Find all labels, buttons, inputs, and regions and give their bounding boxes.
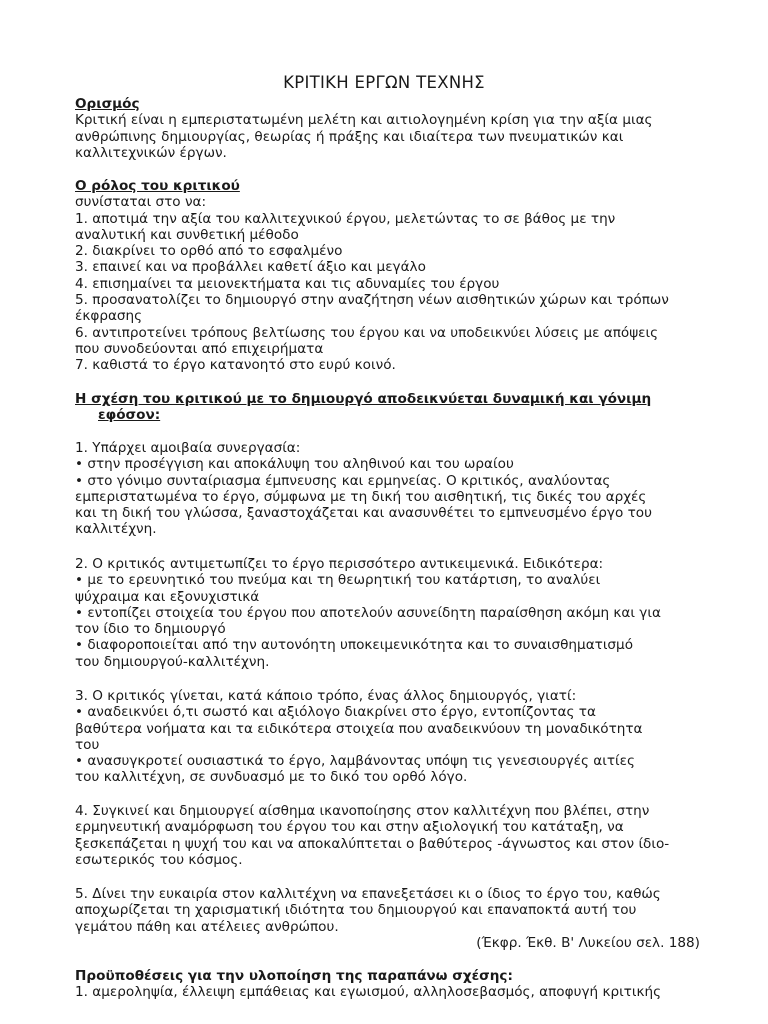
definition-section — [75, 96, 700, 161]
paragraph-line: του καλλιτέχνη, σε συνδυασμό με το δικό του ορθό λόγο. — [75, 769, 468, 786]
paragraph-line: 2. Ο κριτικός αντιμετωπίζει το έργο περισσότερο αντικειμενικά. Ειδικότερα: — [75, 556, 604, 572]
paragraph-line: ξεσκεπάζεται η ψυχή του και να αποκαλύπτεται ο βαθύτερος -άγνωστος και στον ίδιο- — [75, 835, 670, 852]
paragraph-line: αποχωρίζεται τη χαρισματική ιδιότητα του δημιουργού και επαναποκτά αυτή του — [75, 902, 637, 919]
role-line: 5. προσανατολίζει το δημιουργό στην αναζήτηση νέων αισθητικών χώρων και τρόπων — [75, 292, 669, 309]
definition-heading: Ορισμός — [75, 96, 140, 112]
role-line: 3. επαινεί και να προβάλλει καθετί άξιο και μεγάλο — [75, 259, 426, 276]
bullet-line: • εντοπίζει στοιχεία του έργου που αποτελούν ασυνείδητη παραίσθηση ακόμη και για — [75, 604, 661, 621]
definition-line: ανθρώπινης δημιουργίας, θεωρίας ή πράξης και ιδιαίτερα των πνευματικών και — [75, 128, 624, 145]
relation-heading — [75, 391, 700, 424]
role-section — [75, 178, 700, 374]
relation-paragraph-5 — [75, 886, 700, 951]
role-line: έκφρασης — [75, 308, 143, 325]
paragraph-line: καλλιτέχνη. — [75, 521, 157, 538]
relation-paragraph-3 — [75, 688, 700, 786]
paragraph-line: 4. Συγκινεί και δημιουργεί αίσθημα ικανοποίησης στον καλλιτέχνη που βλέπει, στην — [75, 803, 650, 819]
relation-paragraph-4 — [75, 803, 700, 868]
bullet-line: • αναδεικνύει ό,τι σωστό και αξιόλογο διακρίνει στο έργο, εντοπίζοντας τα — [75, 704, 596, 721]
role-line: 6. αντιπροτείνει τρόπους βελτίωσης του έργου και να υποδεικνύει λύσεις με απόψεις — [75, 324, 659, 341]
role-line: 2. διακρίνει το ορθό από το εσφαλμένο — [75, 243, 343, 260]
role-line: 7. καθιστά το έργο κατανοητό στο ευρύ κοινό. — [75, 357, 396, 374]
paragraph-line: τον ίδιο το δημιουργό — [75, 621, 226, 638]
bullet-line: • διαφοροποιείται από την αυτονόητη υποκειμενικότητα και το συναισθηματισμό — [75, 637, 634, 654]
role-line: συνίσταται στο να: — [75, 194, 207, 211]
paragraph-line: 1. Υπάρχει αμοιβαία συνεργασία: — [75, 440, 301, 456]
role-line: αναλυτική και συνθετική μέθοδο — [75, 226, 299, 243]
relation-heading-line: Η σχέση του κριτικού με το δημιουργό αποδεικνύεται δυναμική και γόνιμη — [75, 391, 652, 407]
prerequisites-line: 1. αμεροληψία, έλλειψη εμπάθειας και εγωισμού, αλληλοσεβασμός, αποφυγή κριτικής — [75, 984, 662, 1001]
role-heading: Ο ρόλος του κριτικού — [75, 178, 240, 194]
paragraph-line: εσωτερικός του κόσμος. — [75, 851, 243, 868]
bullet-line: • με το ερευνητικό του πνεύμα και τη θεωρητική του κατάρτιση, το αναλύει — [75, 572, 601, 589]
paragraph-line: 5. Δίνει την ευκαιρία στον καλλιτέχνη να επανεξετάσει κι ο ίδιος το έργο του, καθώς — [75, 886, 661, 902]
paragraph-line: του δημιουργού-καλλιτέχνη. — [75, 653, 270, 670]
relation-heading-line: εφόσον: — [98, 407, 161, 424]
role-line: 1. αποτιμά την αξία του καλλιτεχνικού έργου, μελετώντας το σε βάθος με την — [75, 210, 616, 227]
paragraph-line: γεμάτου πάθη και ατέλειες ανθρώπου. — [75, 918, 339, 935]
relation-paragraph-1 — [75, 440, 700, 538]
paragraph-line: και τη δική του γλώσσα, ξαναστοχάζεται και ανασυνθέτει το εμπνευσμένο έργο του — [75, 505, 652, 522]
definition-line: Κριτική είναι η εμπεριστατωμένη μελέτη και αιτιολογημένη κρίση για την αξία μιας — [75, 112, 653, 129]
document-title: ΚΡΙΤΙΚΗ ΕΡΓΩΝ ΤΕΧΝΗΣ — [283, 73, 485, 92]
prerequisites-heading: Προϋποθέσεις για την υλοποίηση της παραπάνω σχέσης: — [75, 968, 513, 984]
paragraph-line: εμπεριστατωμένα το έργο, σύμφωνα με τη δική του αισθητική, τις δικές του αρχές — [75, 488, 647, 505]
role-line: που συνοδεύονται από επιχειρήματα — [75, 340, 324, 357]
paragraph-line: 3. Ο κριτικός γίνεται, κατά κάποιο τρόπο, ένας άλλος δημιουργός, γιατί: — [75, 688, 577, 704]
relation-paragraph-2 — [75, 556, 700, 670]
bullet-line: • στο γόνιμο συνταίριασμα έμπνευσης και ερμηνείας. Ο κριτικός, αναλύοντας — [75, 472, 611, 489]
bullet-line: • στην προσέγγιση και αποκάλυψη του αληθινού και του ωραίου — [75, 456, 514, 473]
prerequisites-section — [75, 968, 700, 1001]
paragraph-line: βαθύτερα νοήματα και τα ειδικότερα στοιχεία που αναδεικνύουν τη μοναδικότητα — [75, 720, 643, 737]
paragraph-line: ψύχραιμα και εξονυχιστικά — [75, 588, 260, 605]
paragraph-line: ερμηνευτική αναμόρφωση του έργου του και στην αξιολογική του κατάταξη, να — [75, 819, 624, 836]
paragraph-line: του — [75, 736, 100, 753]
source-citation: (Έκφρ. Έκθ. Β' Λυκείου σελ. 188) — [476, 934, 700, 951]
bullet-line: • ανασυγκροτεί ουσιαστικά το έργο, λαμβάνοντας υπόψη τις γενεσιουργές αιτίες — [75, 753, 635, 770]
definition-line: καλλιτεχνικών έργων. — [75, 144, 227, 161]
role-line: 4. επισημαίνει τα μειονεκτήματα και τις αδυναμίες του έργου — [75, 275, 500, 292]
